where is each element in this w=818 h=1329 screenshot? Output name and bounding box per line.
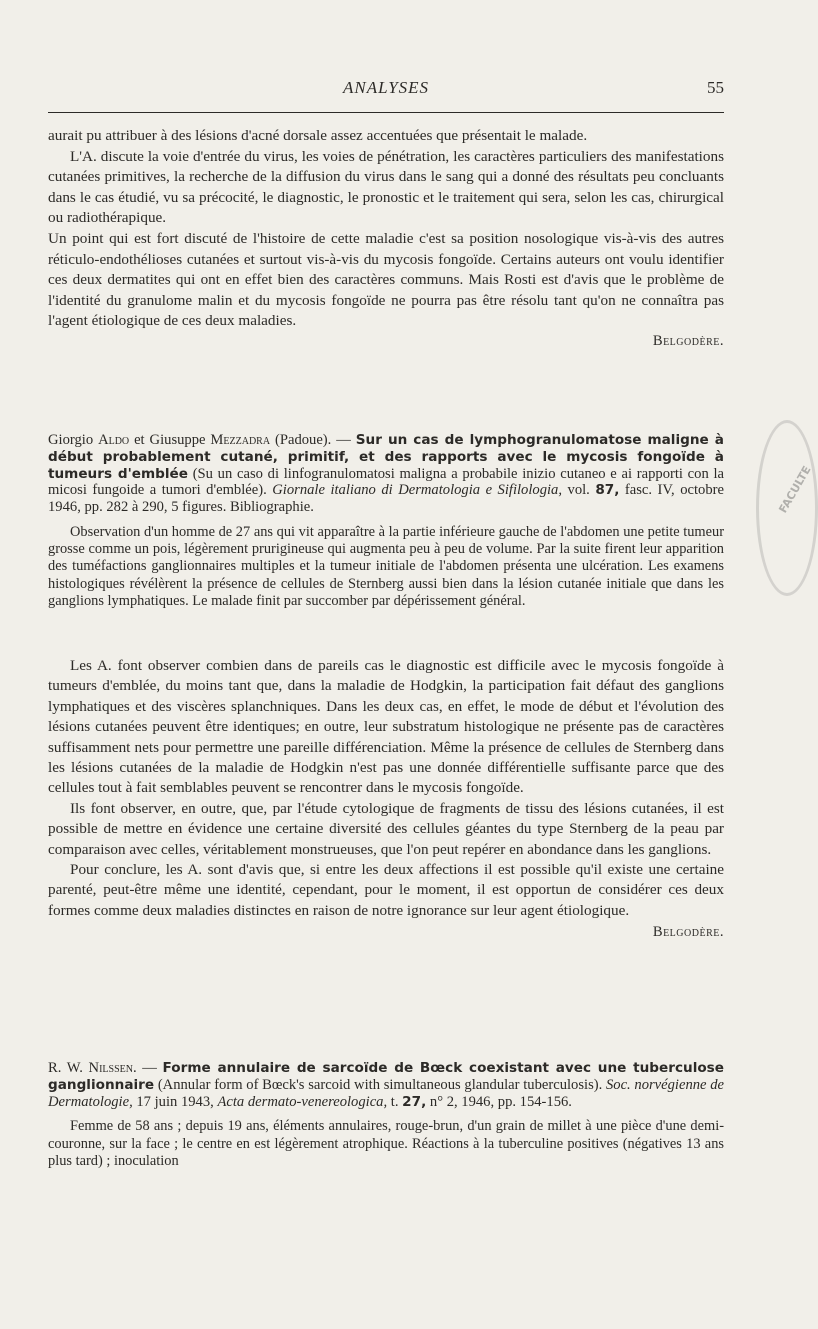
journal-name: Giornale italiano di Dermatologia e Sifilologia, — [272, 482, 563, 499]
signature: Belgodère. — [652, 332, 724, 349]
author-surname: Aldo — [98, 432, 130, 448]
header-rule — [48, 112, 724, 113]
article-title: Sur un cas de lymphogranulomatose maligne à début probablement cutané, primitif, et des rapports avec le mycosis fongoïde à tumeurs d'emblée — [48, 432, 724, 482]
paragraph: Pour conclure, les A. sont d'avis que, si entre les deux affections il est possible qu'il existe une certaine parenté, peut-être même une identité, cependant, pour le moment, il est opportun de considérer ces deux formes comme deux maladies distinctes en raison de notre ignorance sur leur agent étiologique. — [48, 861, 724, 919]
conjunction: et — [134, 432, 145, 448]
author-surname: Mezzadra — [210, 432, 271, 448]
library-stamp — [756, 420, 818, 596]
journal-name: Soc. norvégienne de Dermatologie, — [48, 1076, 725, 1110]
author-first-name: Giorgio — [48, 432, 94, 448]
analysis-nilssen — [48, 1060, 724, 1170]
dash: — — [142, 1060, 157, 1076]
article-title: Forme annulaire de sarcoïde de Bœck coexistant avec une tuberculose ganglionnaire — [48, 1060, 724, 1093]
observation-summary: Observation d'un homme de 27 ans qui vit apparaître à la partie inférieure gauche de l'abdomen une petite tumeur grosse comme un pois, légèrement prurigineuse qui augmenta peu à peu de volume. Par la suite firent leur apparition des tuméfactions ganglionnaires multiples et la tumeur initiale de l'abdomen présenta une ulcération. Les examens histologiques révélèrent la présence de cellules de Sternberg aussi bien dans la lésion cutanée initiale que dans les ganglions lymphatiques. Le malade finit par succomber par dépérissement général. — [48, 523, 724, 609]
paragraph: Ils font observer, en outre, que, par l'étude cytologique de fragments de tissu des lésions cutanées, il est possible de mettre en évidence une certaine diversité des cellules géantes du type Sternberg de la peau par comparaison avec celles, véritablement monstrueuses, que l'on peut repérer en abondance dans les ganglions. — [48, 799, 724, 858]
meeting-date: 17 juin 1943, — [136, 1093, 214, 1110]
running-head-title: ANALYSES — [342, 78, 430, 97]
observation-summary: Femme de 58 ans ; depuis 19 ans, éléments annulaires, rouge-brun, d'un grain de millet à une pièce d'une demi-couronne, sur la face ; le centre en est légèrement atrophique. Réactions à la tuberculine positives (négatives 13 ans plus tard) ; inoculation — [48, 1118, 724, 1169]
stamp-text: FACULTE — [776, 463, 814, 516]
citation-details: n° 2, 1946, pp. 154-156. — [429, 1093, 572, 1110]
journal-name: Acta dermato-venereologica, — [217, 1093, 388, 1110]
analysis-aldo-mezzadra — [48, 432, 724, 610]
signature: Belgodère. — [652, 924, 724, 941]
analysis-aldo-mezzadra-discussion — [48, 656, 724, 941]
volume-number: 87, — [595, 482, 620, 499]
bibliographic-reference — [48, 432, 724, 516]
paragraph: L'A. discute la voie d'entrée du virus, les voies de pénétration, les caractères particuliers des manifestations cutanées primitives, la recherche de la diffusion du virus dans le sang qui a donné des résultats peu concluants dans le cas étudié, vu sa précocité, le diagnostic, le pronostic et le traitement qui sera, selon les cas, chirurgical ou radiothérapique. — [48, 147, 724, 227]
volume-label: t. — [390, 1093, 399, 1110]
volume-number: 27, — [402, 1093, 427, 1110]
dash: — — [336, 432, 351, 448]
citation-details: fasc. IV, octobre 1946, pp. 282 à 290, 5 figures. Bibliographie. — [48, 482, 724, 516]
article-title-original: (Su un caso di linfogranulomatosi maligna a probabile inizio cutaneo e ai rapporti con la micosi fungoide a tumori d'emblée). — [48, 465, 725, 499]
author-name: R. W. Nilssen. — [48, 1060, 137, 1076]
place: (Padoue). — [274, 432, 332, 448]
bibliographic-reference — [48, 1060, 724, 1110]
paragraph: Les A. font observer combien dans de pareils cas le diagnostic est difficile avec le mycosis fongoïde à tumeurs d'emblée, du moins tant que, dans la maladie de Hodgkin, la participation fait défaut des ganglions lymphatiques et des viscères splanchniques. Dans les deux cas, en effet, le mode de début et l'évolution des lésions cutanées peuvent être identiques; en outre, leur substratum histologique ne présente pas de caractères suffisamment nets pour permettre une pareille différenciation. Même la présence de cellules de Sternberg dans les lésions cutanées de la maladie de Hodgkin n'est pas une donnée différentielle suffisante parce que des cellules tout à fait semblables peuvent se rencontrer dans le mycosis fongoïde. — [48, 657, 724, 797]
volume-label: vol. — [567, 482, 590, 499]
paragraph: Un point qui est fort discuté de l'histoire de cette maladie c'est sa position nosologique vis-à-vis des autres réticulo-endothélioses cutanées et surtout vis-à-vis du mycosis fongoïde. Certains auteurs ont voulu identifier ces deux dermatites qui ont en effet bien des caractères communs. Mais Rosti est d'avis que le problème de l'identité du granulome malin et du mycosis fongoïde ne pourra pas être résolu tant qu'on ne connaîtra pas l'agent étiologique de ces deux maladies. — [48, 229, 724, 330]
paragraph: aurait pu attribuer à des lésions d'acné dorsale assez accentuées que présentait le malade. — [48, 127, 588, 144]
author-first-name: Giusuppe — [149, 432, 206, 448]
running-head — [48, 78, 724, 104]
analysis-continuation — [48, 126, 724, 350]
page-number: 55 — [707, 78, 724, 97]
article-title-original: (Annular form of Bœck's sarcoid with simultaneous glandular tuberculosis). — [157, 1076, 603, 1093]
